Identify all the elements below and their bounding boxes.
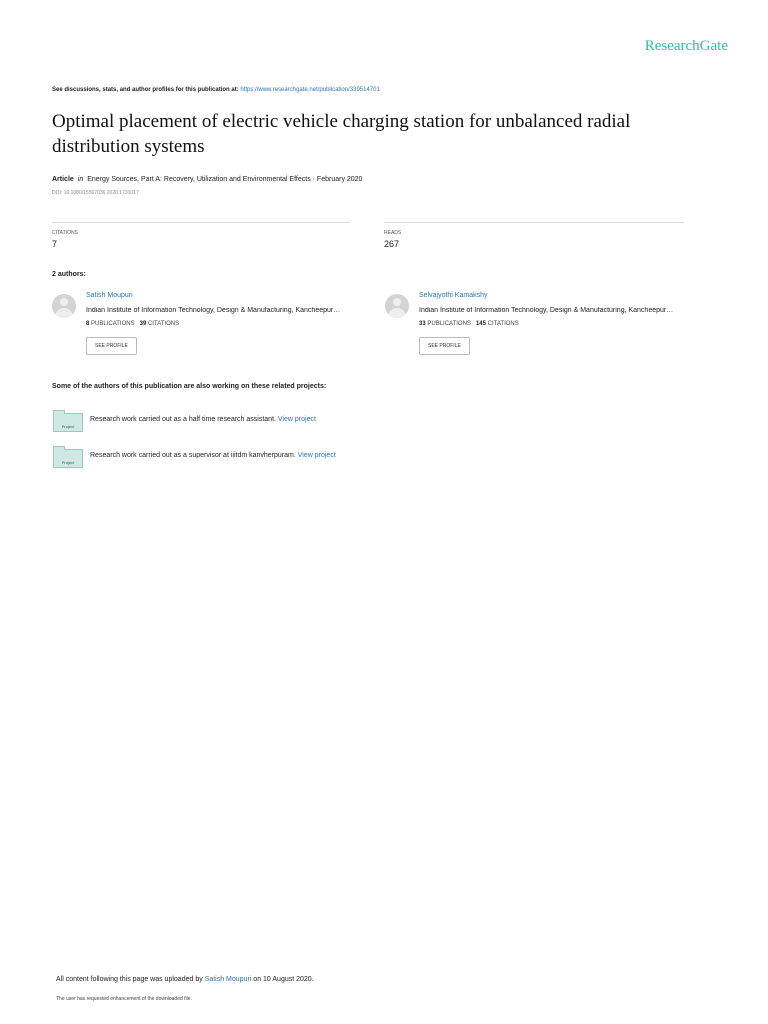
view-project-link[interactable]: View project [277, 416, 316, 423]
author-affiliation: Indian Institute of Information Technology, Design & Manufacturing, Kancheepur… [419, 307, 674, 314]
author-avatar[interactable] [385, 294, 409, 318]
meta-in: in [77, 176, 84, 183]
reads-divider [384, 222, 684, 223]
author-name-link[interactable]: Selvajyothi Kamakshy [419, 292, 488, 299]
see-profile-button[interactable]: SEE PROFILE [419, 337, 470, 355]
publication-url-link[interactable]: https://www.researchgate.net/publication/339514701 [240, 87, 380, 93]
top-note [52, 87, 380, 93]
project-description: Research work carried out as a half time research assistant. [90, 416, 276, 423]
top-note-text: See discussions, stats, and author profiles for this publication at: [52, 87, 241, 93]
upload-note: All content following this page was uploaded by Satish Moupuri on 10 August 2020. [56, 976, 314, 983]
project-item [90, 452, 336, 459]
project-folder-icon: Project [53, 449, 83, 468]
publication-title: Optimal placement of electric vehicle charging station for unbalanced radial distribution systems [52, 111, 631, 157]
see-profile-button[interactable]: SEE PROFILE [86, 337, 137, 355]
author-name-link[interactable]: Satish Moupuri [86, 292, 133, 299]
project-folder-icon: Project [53, 413, 83, 432]
citations-label: CITATIONS [52, 230, 78, 236]
author-avatar[interactable] [52, 294, 76, 318]
reads-value: 267 [384, 239, 400, 249]
author-stats: 33 PUBLICATIONS 145 CITATIONS [419, 321, 519, 327]
publication-meta [52, 176, 362, 183]
project-item [90, 416, 316, 423]
researchgate-logo[interactable]: ResearchGate [644, 38, 728, 54]
enhancement-note: The user has requested enhancement of the downloaded file. [56, 996, 192, 1002]
authors-heading: 2 authors: [52, 271, 86, 278]
author-stats: 8 PUBLICATIONS 39 CITATIONS [86, 321, 180, 327]
publication-type: Article [52, 176, 74, 183]
publication-doi: DOI: 10.1080/15567036.2020.1731017 [52, 190, 139, 196]
uploader-link[interactable]: Satish Moupuri [204, 976, 252, 983]
citations-value: 7 [52, 239, 58, 249]
author-affiliation: Indian Institute of Information Technology, Design & Manufacturing, Kancheepur… [86, 307, 341, 314]
publication-source: Energy Sources, Part A: Recovery, Utilization and Environmental Effects · February 2020 [87, 176, 363, 183]
citations-divider [52, 222, 350, 223]
related-projects-heading: Some of the authors of this publication are also working on these related projects: [52, 383, 327, 390]
project-description: Research work carried out as a supervisor at iiitdm kanvherpuram. [90, 452, 296, 459]
reads-label: READS [384, 230, 402, 236]
view-project-link[interactable]: View project [297, 452, 336, 459]
